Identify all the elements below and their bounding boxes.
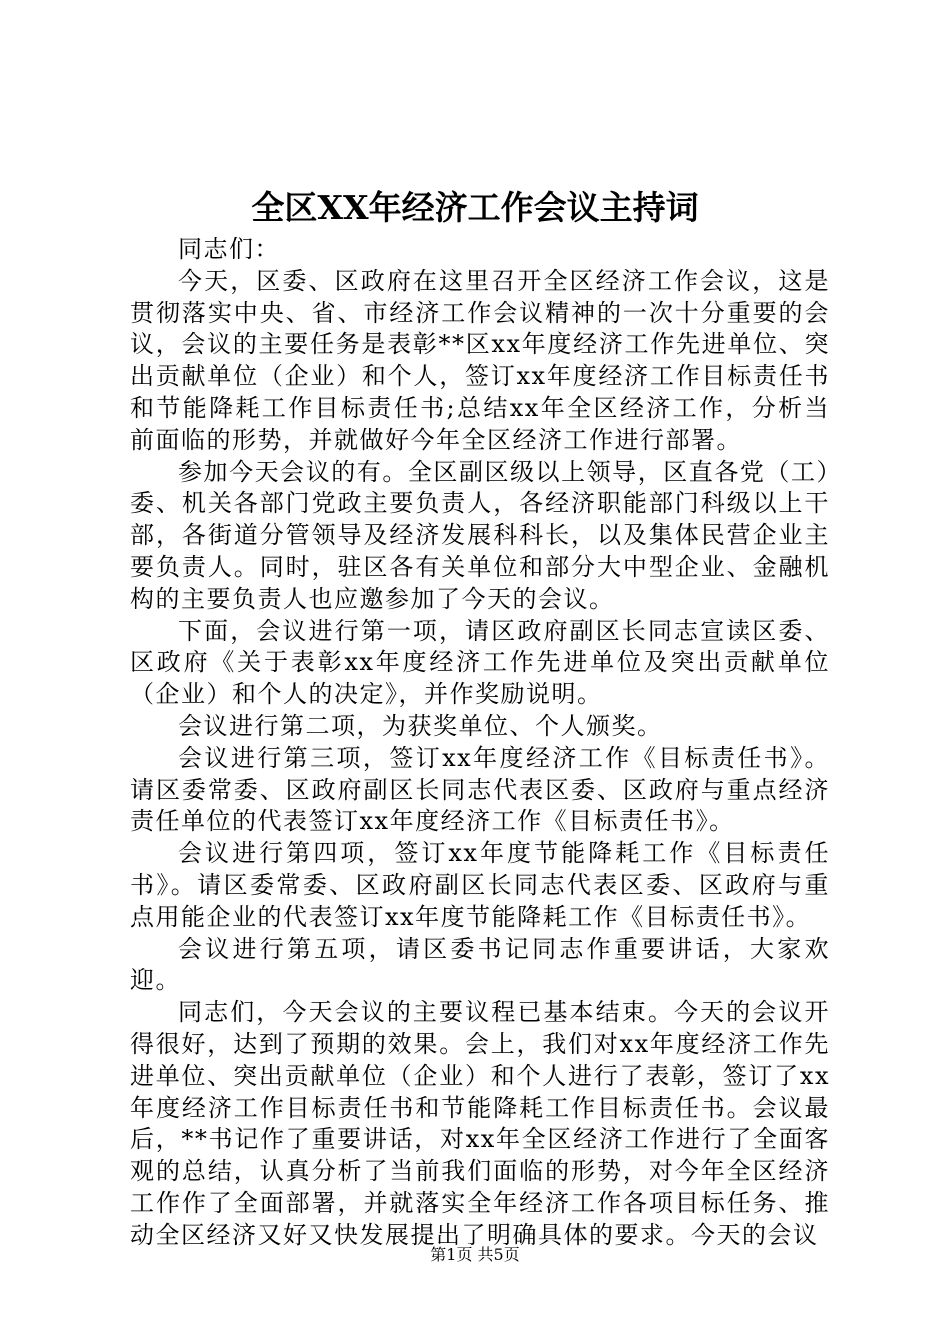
paragraph-attendees: 参加今天会议的有。全区副区级以上领导，区直各党（工）委、机关各部门党政主要负责人，各经济职能部门科级以上干部，各街道分管领导及经济发展科科长，以及集体民营企业主要负责人。同时，驻区各有关单位和部分大中型企业、金融机构的主要负责人也应邀参加了今天的会议。 bbox=[130, 457, 830, 613]
document-body bbox=[130, 234, 830, 1252]
paragraph-item-five: 会议进行第五项，请区委书记同志作重要讲话，大家欢迎。 bbox=[130, 934, 830, 995]
paragraph-item-one: 下面，会议进行第一项，请区政府副区长同志宣读区委、区政府《关于表彰xx年度经济工作先进单位及突出贡献单位（企业）和个人的决定》，并作奖励说明。 bbox=[130, 616, 830, 709]
paragraph-closing: 同志们，今天会议的主要议程已基本结束。今天的会议开得很好，达到了预期的效果。会上，我们对xx年度经济工作先进单位、突出贡献单位（企业）和个人进行了表彰，签订了xx年度经济工作目标责任书和节能降耗工作目标责任书。会议最后，**书记作了重要讲话，对xx年全区经济工作进行了全面客观的总结，认真分析了当前我们面临的形势，对今年全区经济工作作了全面部署，并就落实全年经济工作各项目标任务、推动全区经济又好又快发展提出了明确具体的要求。今天的会议 bbox=[130, 998, 830, 1249]
document-title: 全区XX年经济工作会议主持词 bbox=[251, 188, 699, 227]
paragraph-item-three: 会议进行第三项，签订xx年度经济工作《目标责任书》。请区委常委、区政府副区长同志代表区委、区政府与重点经济责任单位的代表签订xx年度经济工作《目标责任书》。 bbox=[130, 743, 830, 836]
paragraph-salutation: 同志们： bbox=[178, 235, 280, 263]
paragraph-item-four: 会议进行第四项，签订xx年度节能降耗工作《目标责任书》。请区委常委、区政府副区长同志代表区委、区政府与重点用能企业的代表签订xx年度节能降耗工作《目标责任书》。 bbox=[130, 839, 830, 931]
page-footer: 第1页 共5页 bbox=[430, 1245, 520, 1264]
paragraph-opening: 今天，区委、区政府在这里召开全区经济工作会议，这是贯彻落实中央、省、市经济工作会议精神的一次十分重要的会议，会议的主要任务是表彰**区xx年度经济工作先进单位、突出贡献单位（企业）和个人，签订xx年度经济工作目标责任书和节能降耗工作目标责任书;总结xx年全区经济工作，分析当前面临的形势，并就做好今年全区经济工作进行部署。 bbox=[130, 266, 830, 454]
paragraph-item-two: 会议进行第二项，为获奖单位、个人颁奖。 bbox=[178, 711, 663, 740]
